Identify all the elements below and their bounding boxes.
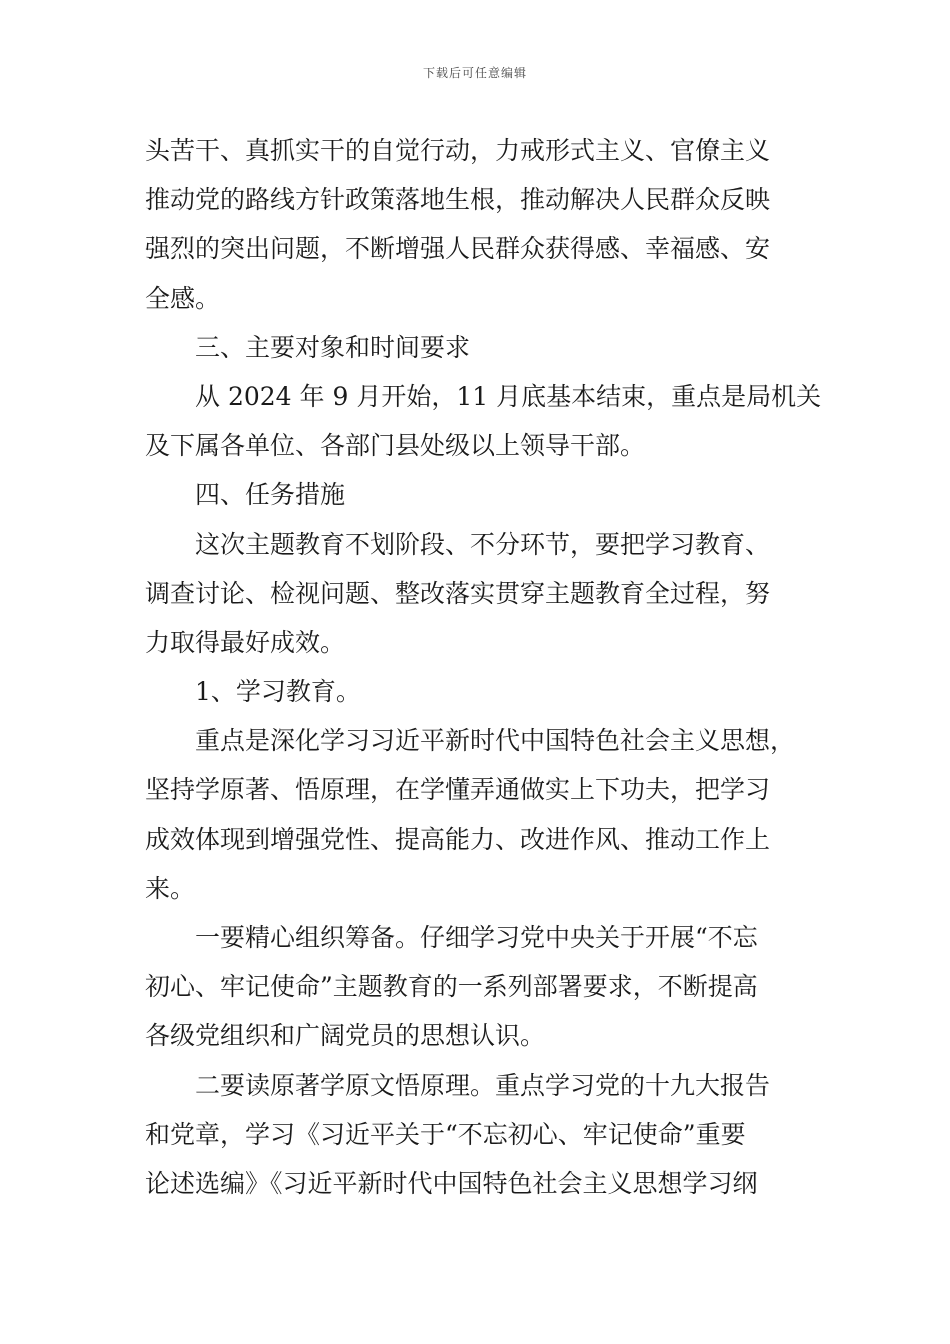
- text-line: 四、任务措施: [195, 480, 346, 510]
- text-line: 二要读原著学原文悟原理。重点学习党的十九大报告: [195, 1070, 771, 1100]
- text-line: 初心、牢记使命”主题教育的一系列部署要求，不断提高: [145, 972, 758, 1002]
- text-line: 论述选编》《习近平新时代中国特色社会主义思想学习纲: [145, 1168, 758, 1198]
- text-line: 力取得最好成效。: [145, 627, 346, 657]
- text-line: 坚持学原著、悟原理，在学懂弄通做实上下功夫，把学习: [145, 775, 771, 805]
- text-line: 全感。: [145, 283, 221, 313]
- text-line: 成效体现到增强党性、提高能力、改进作风、推动工作上: [145, 824, 771, 854]
- document-body: [145, 126, 835, 1208]
- text-line: 重点是深化学习习近平新时代中国特色社会主义思想，: [195, 726, 796, 756]
- text-line: 及下属各单位、各部门县处级以上领导干部。: [145, 431, 646, 461]
- text-line: 1、学习教育。: [195, 677, 361, 707]
- text-line: 从 2024 年 9 月开始，11 月底基本结束，重点是局机关: [195, 381, 822, 411]
- text-line: 推动党的路线方针政策落地生根，推动解决人民群众反映: [145, 185, 771, 215]
- text-line: 强烈的突出问题，不断增强人民群众获得感、幸福感、安: [145, 234, 771, 264]
- text-line: 三、主要对象和时间要求: [195, 332, 471, 362]
- page-header: 下载后可任意编辑: [422, 66, 527, 80]
- text-line: 来。: [145, 873, 196, 903]
- text-line: 一要精心组织筹备。仔细学习党中央关于开展“不忘: [195, 923, 758, 952]
- text-line: 各级党组织和广阔党员的思想认识。: [145, 1021, 546, 1051]
- text-line: 调查讨论、检视问题、整改落实贯穿主题教育全过程，努: [145, 578, 771, 608]
- text-line: 这次主题教育不划阶段、不分环节，要把学习教育、: [195, 529, 771, 559]
- text-line: 和党章，学习《习近平关于“不忘初心、牢记使命”重要: [145, 1119, 746, 1149]
- text-line: 头苦干、真抓实干的自觉行动，力戒形式主义、官僚主义: [145, 136, 771, 165]
